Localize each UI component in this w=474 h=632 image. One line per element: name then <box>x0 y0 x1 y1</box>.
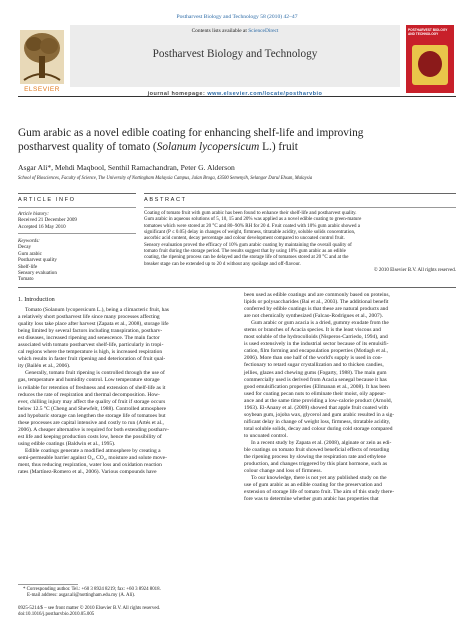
elsevier-wordmark: ELSEVIER <box>24 86 60 93</box>
running-header[interactable]: Postharvest Biology and Technology 58 (2010) 42–47 <box>176 14 298 20</box>
masthead-center <box>70 25 400 87</box>
keywords <box>18 238 136 283</box>
text-line: extension of storage life of tomato fruit. The aim of this study there- <box>244 489 395 496</box>
homepage-label: journal homepage: <box>147 91 206 97</box>
received-date: Received 21 December 2009 <box>18 217 77 224</box>
text-line: are not chemically synthesized (Falcao-Rodrigues et al., 2007). <box>244 313 383 320</box>
text-line: ment, thus reducing respiration, water loss and oxidation reaction <box>18 462 162 469</box>
text-line: 2006). A cheaper alternative is required for both extending postharv- <box>18 426 169 433</box>
text-line: associated with tomato postharvest shelf-life, particularly in tropi- <box>18 342 164 349</box>
text-line: ever, chilling injury may affect the quality of fruit if storage occurs <box>18 398 166 405</box>
text-line: reduces the rate of respiration and thermal decomposition. How- <box>18 391 160 398</box>
text-line: lipids or polysaccharides (Bai et al., 2003). The additional benefit <box>244 299 389 306</box>
text-line: ity (Bailén et al., 2006). <box>18 363 71 370</box>
text-line: these processes are capital intensive and costly to run (Artés et al., <box>18 419 164 426</box>
keyword-item: Decay <box>18 244 32 251</box>
intro-left-column <box>18 307 230 476</box>
text-line: est diseases, increased ripening and senescence. The main factor <box>18 335 160 342</box>
text-line: cal regions where the temperature is high, is increased respiration <box>18 349 163 356</box>
keyword-item: Tomato <box>18 276 34 283</box>
homepage-url[interactable]: www.elsevier.com/locate/postharvbio <box>207 91 323 97</box>
text-line: below 12.5 °C (Cheng and Shewfelt, 1988). Controlled atmosphere <box>18 405 167 412</box>
front-matter <box>18 606 318 618</box>
copyright: © 2010 Elsevier B.V. All rights reserved. <box>373 268 456 274</box>
text-line: commercially used is derived from Acacia senegal because it has <box>244 376 387 383</box>
text-line: soybean gum, jojoba wax, glycerol and gum arabic resulted in a sig- <box>244 411 395 418</box>
text-line: is reliable for retention of freshness and extension of shelf-life as it <box>18 384 166 391</box>
abstract-line: ascorbic acid content, decay percentage and colour development compared to uncoated control fruit. <box>144 236 345 242</box>
article-title <box>18 127 458 154</box>
text-line: nificant delay in change of weight loss, firmness, titratable acidity, <box>244 418 391 425</box>
text-line: conferred by edible coatings is that these are natural products and <box>244 306 389 313</box>
text-line: Tomato (Solanum lycopersicum L.), being a climacteric fruit, has <box>25 307 169 313</box>
text-line: a relatively short postharvest life since many processes affecting <box>18 314 160 321</box>
keyword-item: Gum arabic <box>18 250 42 257</box>
intro-right-column <box>244 292 456 503</box>
text-line: 1963). El-Anany et al. (2009) showed that apple fruit coated with <box>244 404 388 411</box>
abstract-line: coating, the ripening process can be delayed and the storage life of tomatoes stored at 20 °C and at the <box>144 255 349 261</box>
keywords-label: Keywords: <box>18 238 40 244</box>
contents-line <box>70 28 400 35</box>
text-line: fore was to determine whether gum arabic has properties that <box>244 496 379 503</box>
abstract-line: tomatoes which were stored at 20 °C and 80–90% RH for 20 d. Fruit coated with 10% gum arabic showed a <box>144 223 360 229</box>
abstract-line: Sensory evaluation proved the efficacy of 10% gum arabic coating by maintaining the overall quality of <box>144 242 352 248</box>
text-line: jellies, glazes and chewing gums (Fogarty, 1988). The main gum <box>244 369 387 376</box>
abstract-line: tomato fruit during the storage period. The results suggest that by using 10% gum arabic as an edible <box>144 249 346 255</box>
abstract-line: breaker stage can be extended up to 20 d without any spoilage and off-flavour. <box>144 261 301 267</box>
elsevier-tree-icon <box>18 28 66 86</box>
article-history <box>18 211 136 230</box>
text-line: est life and keeping production costs low, hence the possibility of <box>18 433 162 440</box>
text-line: semi-permeable barrier against O₂, CO₂, moisture and solute move- <box>18 454 167 461</box>
text-line: rates (Martínez-Romero et al., 2006). Various compounds have <box>18 469 157 476</box>
text-line: total soluble solids, decay and colour during cold storage compared <box>244 425 393 432</box>
sciencedirect-link[interactable]: ScienceDirect <box>248 28 279 34</box>
elsevier-logo[interactable] <box>18 28 66 94</box>
journal-title: Postharvest Biology and Technology <box>152 48 318 60</box>
abstract-line: Coating of tomato fruit with gum arabic has been found to enhance their shelf-life and postharvest quality. <box>144 211 357 216</box>
text-line: gas, temperature and humidity control. Low temperature storage <box>18 377 160 384</box>
text-line: which results in faster fruit ripening and deterioration of fruit qual- <box>18 356 166 363</box>
cover-image <box>412 45 448 85</box>
title-line-2: postharvest quality of tomato (Solanum lycopersicum L.) fruit <box>18 140 298 153</box>
text-line: ble coatings on tomato fruit showed beneficial effects of retarding <box>244 447 390 454</box>
keyword-item: Shelf-life <box>18 263 38 270</box>
text-line: good emulsification properties (Ellmanan et al., 2008). It has been <box>244 383 390 390</box>
text-line: to uncoated control. <box>244 432 288 439</box>
abstract-line: significant (P ≤ 0.05) delay in changes of weight, firmness, titratable acidity, soluble solids concentration, <box>144 230 356 236</box>
text-line: the ripening process by slowing the respiration rate and ethylene <box>244 454 386 461</box>
text-line: is used extensively in the industrial sector because of its emulsifi- <box>244 341 389 348</box>
authors: Asgar Ali*, Mehdi Maqbool, Senthil Ramachandran, Peter G. Alderson <box>18 163 235 172</box>
text-line: quality loss take place after harvest (Zapata et al., 2008), storage life <box>18 321 169 328</box>
text-line: used for coating pecan nuts to eliminate their moist, oily appear- <box>244 390 386 397</box>
text-line: To our knowledge, there is not yet any published study on the <box>251 475 387 482</box>
abstract-line: Gum arabic in aqueous solutions of 5, 10, 15 and 20% was applied as a novel edible coating to green-mature <box>144 217 362 223</box>
article-info-heading: ARTICLE INFO <box>18 197 76 203</box>
text-line: stems or branches of Acacia species. It is the least viscous and <box>244 327 381 334</box>
footnotes <box>18 587 238 599</box>
doi-link[interactable]: doi:10.1016/j.postharvbio.2010.05.005 <box>18 612 95 618</box>
email-address[interactable]: E-mail address: asgar.ali@nottingham.edu.my (A. Ali). <box>27 593 136 599</box>
text-line: fectionary to retard sugar crystallization and to thicken candies, <box>244 362 384 369</box>
abstract-body <box>144 211 456 274</box>
journal-homepage <box>70 91 400 97</box>
text-line: using edible coatings (Baldwin et al., 1995). <box>18 440 116 447</box>
text-line: cation, film forming and encapsulation properties (Motlagh et al., <box>244 348 389 355</box>
text-line: Generally, tomato fruit ripening is controlled through the use of <box>25 370 165 377</box>
accepted-date: Accepted 16 May 2010 <box>18 223 66 230</box>
text-line: In a recent study by Zapata et al. (2008), alginate or zein as edi- <box>251 439 392 446</box>
text-line: most soluble of the hydrocolloids (Nisperos-Carriedo, 1994), and <box>244 334 388 341</box>
keyword-item: Sensory evaluation <box>18 270 57 277</box>
intro-heading: 1. Introduction <box>18 296 55 303</box>
history-label: Article history: <box>18 211 49 217</box>
text-line: being limited by several factors including transpiration, postharv- <box>18 328 163 335</box>
text-line: production, and changes triggered by this plant hormone, such as <box>244 461 388 468</box>
text-line: Edible coatings generate a modified atmosphere by creating a <box>25 447 161 454</box>
text-line: colour change and loss of firmness. <box>244 468 322 475</box>
text-line: ance and at the same time providing a low-calorie product (Arnold, <box>244 397 392 404</box>
title-line-1: Gum arabic as a novel edible coating for enhancing shelf-life and improving <box>18 127 364 139</box>
text-line: Gum arabic or gum acacia is a dried, gummy exudate from the <box>251 320 389 327</box>
masthead <box>18 25 456 98</box>
cover-title: POSTHARVEST BIOLOGY AND TECHNOLOGY <box>408 28 448 36</box>
keyword-item: Postharvest quality <box>18 257 57 264</box>
contents-prefix: Contents lists available at <box>191 28 247 34</box>
journal-cover[interactable] <box>406 25 454 93</box>
affiliation: School of Biosciences, Faculty of Science, The University of Nottingham Malaysia Campus, Jalan Broga, 43500 Semenyih, Selangor Darul Ehsan, Malaysia <box>18 176 313 181</box>
text-line: and hypobaric storage can lengthen the storage life of tomatoes but <box>18 412 166 419</box>
text-line: 2006). More than one half of the world's supply is used in con- <box>244 355 383 362</box>
text-line: use of gum arabic as an edible coating for the preservation and <box>244 482 382 489</box>
text-line: been used as edible coatings and are commonly based on proteins, <box>244 292 390 298</box>
abstract-heading: ABSTRACT <box>144 197 187 203</box>
corresponding-author: * Corresponding author. Tel.: +60 3 8924 8219; fax: +60 3 8924 8018. <box>23 587 161 592</box>
issn-line: 0925-5214/$ – see front matter © 2010 Elsevier B.V. All rights reserved. <box>18 606 161 611</box>
